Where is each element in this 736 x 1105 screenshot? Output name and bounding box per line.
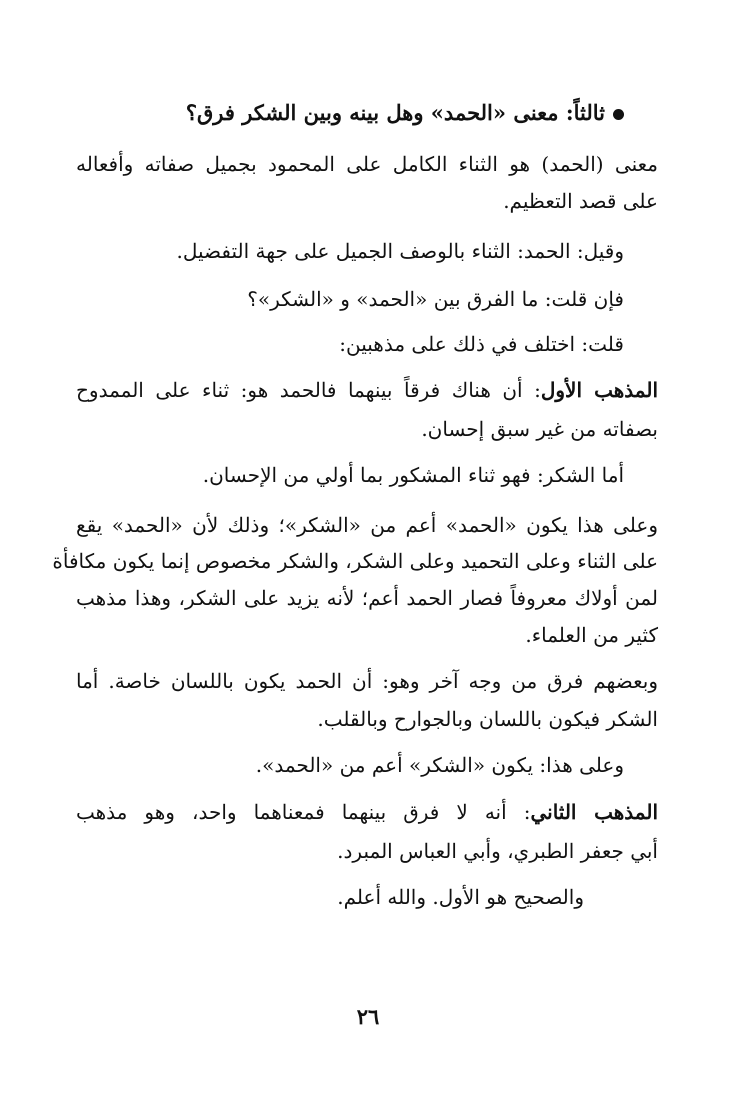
first-school-line-2: بصفاته من غير سبق إحسان. <box>421 417 658 441</box>
paragraph-thanks-broader: وعلى هذا: يكون «الشكر» أعم من «الحمد». <box>255 753 624 777</box>
second-school-line-1 <box>76 797 658 827</box>
paragraph-question: فإن قلت: ما الفرق بين «الحمد» و «الشكر»؟ <box>247 287 624 311</box>
paragraph-definition-line-2: على قصد التعظيم. <box>503 189 658 213</box>
paragraph-consequence-line-1: وعلى هذا يكون «الحمد» أعم من «الشكر»؛ وذلك لأن «الحمد» يقع <box>76 513 659 537</box>
heading-label: ثالثاً <box>573 100 605 125</box>
paragraph-consequence-line-2: على الثناء وعلى التحميد وعلى الشكر، والشكر مخصوص إنما يكون مكافأة <box>52 549 658 573</box>
paragraph-answer: قلت: اختلف في ذلك على مذهبين: <box>339 332 624 356</box>
page-number: ٢٦ <box>356 1004 380 1029</box>
paragraph-consequence-line-3: لمن أولاك معروفاً فصار الحمد أعم؛ لأنه يزيد على الشكر، وهذا مذهب <box>76 586 658 610</box>
section-heading <box>186 98 624 128</box>
paragraph-other-distinction-line-2: الشكر فيكون باللسان وبالجوارح وبالقلب. <box>317 707 658 731</box>
second-school-label: المذهب الثاني <box>530 800 659 824</box>
heading-text: : معنى «الحمد» وهل بينه وبين الشكر فرق؟ <box>185 100 574 125</box>
bullet-icon <box>613 109 624 120</box>
paragraph-alternative-definition: وقيل: الحمد: الثناء بالوصف الجميل على جهة التفضيل. <box>176 239 624 263</box>
second-school-line-2: أبي جعفر الطبري، وأبي العباس المبرد. <box>337 839 658 863</box>
paragraph-other-distinction-line-1: وبعضهم فرق من وجه آخر وهو: أن الحمد يكون باللسان خاصة. أما <box>76 669 658 693</box>
paragraph-definition-line-1: معنى (الحمد) هو الثناء الكامل على المحمود بجميل صفاته وأفعاله <box>76 152 658 176</box>
second-school-text: : أنه لا فرق بينهما فمعناهما واحد، وهو مذهب <box>76 800 531 824</box>
first-school-label: المذهب الأول <box>540 378 659 402</box>
paragraph-consequence-line-4: كثير من العلماء. <box>525 623 658 647</box>
paragraph-conclusion: والصحيح هو الأول. والله أعلم. <box>337 885 584 909</box>
first-school-text: : أن هناك فرقاً بينهما فالحمد هو: ثناء على الممدوح <box>76 378 541 402</box>
paragraph-thanks-definition: أما الشكر: فهو ثناء المشكور بما أولي من الإحسان. <box>202 463 624 487</box>
first-school-line-1 <box>76 375 658 405</box>
